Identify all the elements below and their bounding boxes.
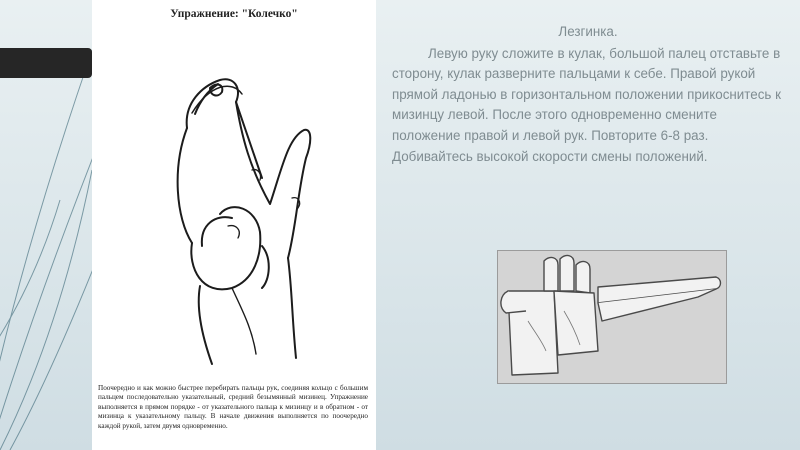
exercise-title: Лезгинка. (558, 24, 618, 39)
lezginka-hands-photo (497, 250, 727, 384)
ring-gesture-illustration (92, 18, 376, 378)
exercise-sheet (92, 0, 376, 450)
sheet-caption: Поочередно и как можно быстрее перебирать пальцы рук, соединяя кольцо с большим пальцем последовательно указательный, средний безымянный мизинец. Упражнение выполняется в прямом порядке - от указательного пальца к мизинцу и в обратном - от мизинца к указательному пальцу. В начале движения выполняется по поочередно каждой рукой, затем двумя одновременно. (98, 384, 368, 430)
sheet-title: Упражнение: "Колечко" (170, 8, 298, 20)
hands-photo-illustration (498, 251, 726, 383)
accent-bar (0, 48, 92, 78)
exercise-body: Левую руку сложите в кулак, большой палец отставьте в сторону, кулак разверните пальцами к себе. Правой рукой прямой ладонью в горизонтальном положении прикоснитесь к мизинцу левой. После этого одновременно смените положение правой и левой рук. Повторите 6-8 раз. Добивайтесь высокой скорости смены положений. (392, 45, 781, 164)
exercise-description (392, 22, 784, 167)
